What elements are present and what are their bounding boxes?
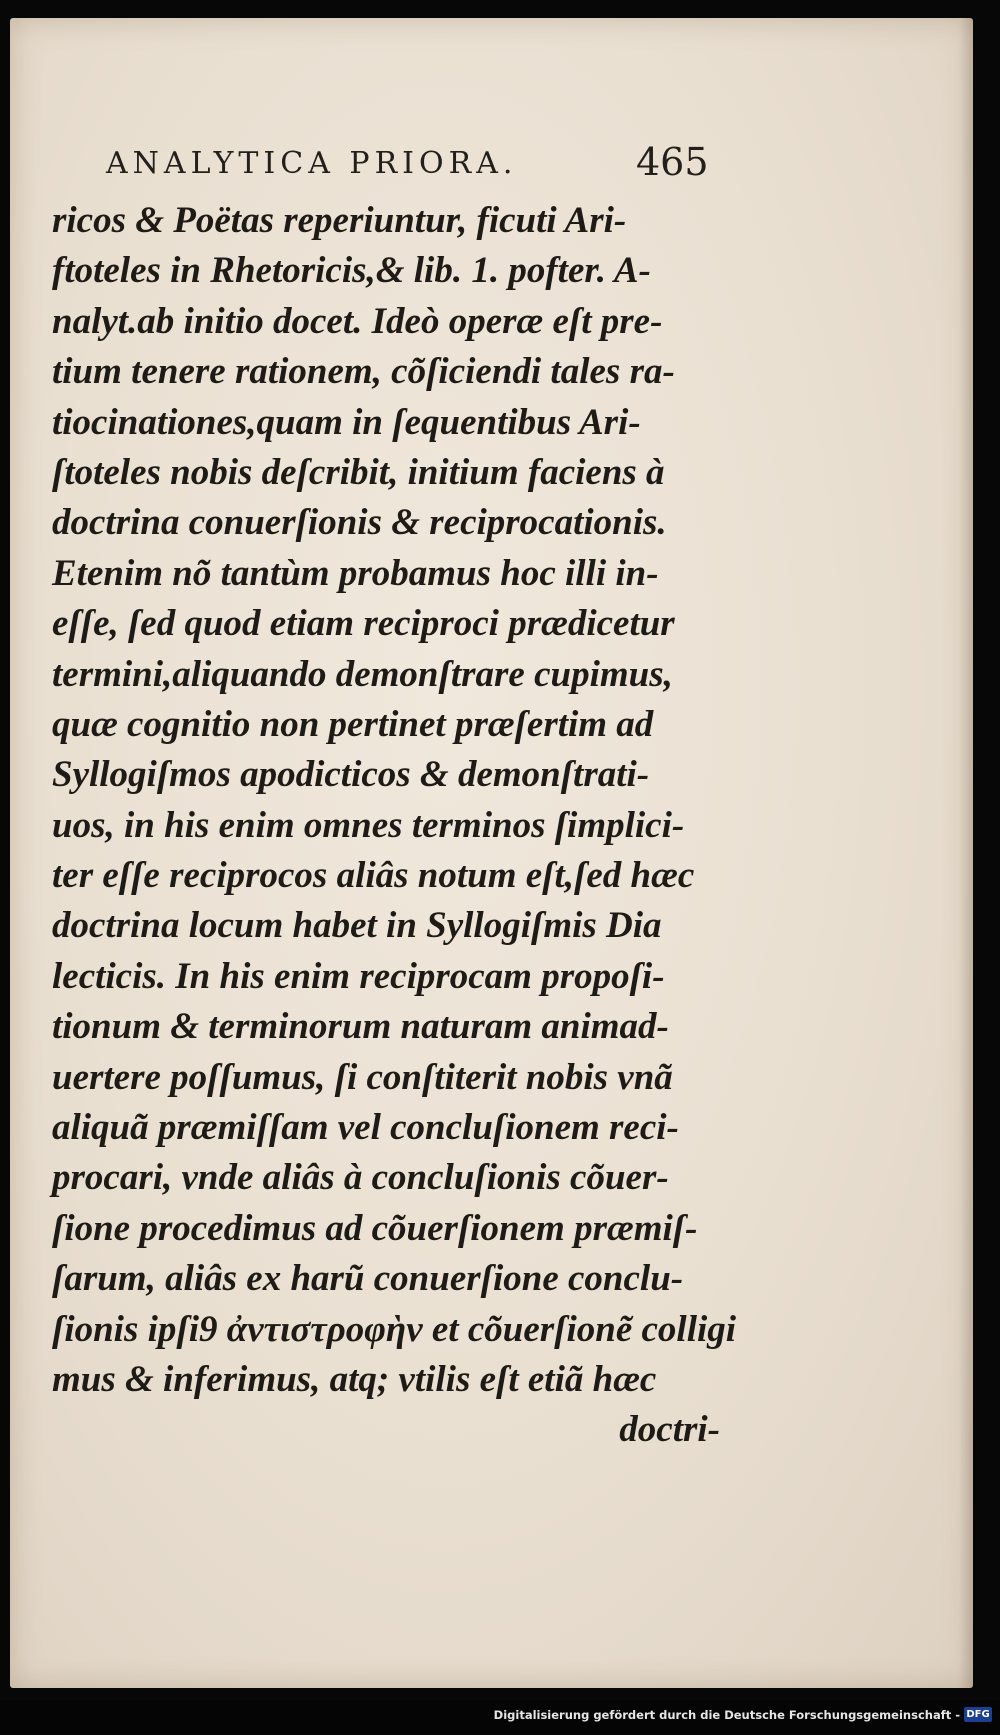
text-line: ftoteles in Rhetoricis,& lib. 1. pofter. A- bbox=[52, 250, 651, 292]
catchword: doctri- bbox=[619, 1409, 720, 1451]
footer-bar bbox=[0, 1700, 1000, 1735]
text-line: ricos & Poëtas reperiuntur, ficuti Ari- bbox=[52, 200, 627, 241]
page-edge-shadow bbox=[959, 18, 973, 1688]
text-line: tionum & terminorum naturam animad- bbox=[52, 1006, 669, 1048]
text-line: ſionis ipſi9 ἀντιστροφὴν et cõuerſionẽ colligi bbox=[52, 1308, 737, 1350]
text-line: nalyt.ab initio docet. Ideò operæ eſt pre- bbox=[52, 300, 663, 342]
text-line: doctrina conuerſionis & reciprocationis. bbox=[52, 502, 667, 544]
funding-credit: Digitalisierung gefördert durch die Deutsche Forschungsgemeinschaft - bbox=[493, 1708, 960, 1722]
dfg-logo: DFG bbox=[964, 1707, 992, 1722]
text-line: procari, vnde aliâs à concluſionis cõuer- bbox=[52, 1157, 669, 1199]
text-line: termini,aliquando demonſtrare cupimus, bbox=[52, 653, 673, 695]
text-line: Etenim nõ tantùm probamus hoc illi in- bbox=[52, 552, 659, 594]
text-line: Syllogiſmos apodicticos & demonſtrati- bbox=[52, 754, 650, 796]
text-line: doctrina locum habet in Syllogiſmis Dia bbox=[52, 905, 662, 947]
text-line: tiocinationes,quam in ſequentibus Ari- bbox=[52, 401, 641, 443]
page-number: 465 bbox=[636, 140, 709, 184]
text-line: eſſe, ſed quod etiam reciproci prædicetur bbox=[52, 603, 675, 645]
text-line: aliquã præmiſſam vel concluſionem reci- bbox=[52, 1107, 679, 1149]
text-line: uos, in his enim omnes terminos ſimplici- bbox=[52, 804, 685, 846]
running-head: ANALYTICA PRIORA. bbox=[106, 146, 518, 181]
text-line: ſarum, aliâs ex harũ conuerſione conclu- bbox=[52, 1258, 684, 1300]
text-line: uertere poſſumus, ſi conſtiterit nobis vnã bbox=[52, 1056, 673, 1098]
body-text bbox=[52, 196, 737, 1456]
text-line: ſione procedimus ad cõuerſionem præmiſ- bbox=[52, 1207, 698, 1249]
text-line: lecticis. In his enim reciprocam propoſi- bbox=[52, 955, 665, 997]
text-line: tium tenere rationem, cõſiciendi tales ra- bbox=[52, 351, 675, 393]
text-line: quæ cognitio non pertinet præſertim ad bbox=[52, 703, 654, 745]
text-line: ter eſſe reciprocos aliâs notum eſt,ſed hæc bbox=[52, 855, 695, 897]
text-line: mus & inferimus, atq; vtilis eſt etiã hæc bbox=[52, 1358, 657, 1400]
text-line: ſtoteles nobis deſcribit, initium faciens à bbox=[52, 451, 665, 493]
